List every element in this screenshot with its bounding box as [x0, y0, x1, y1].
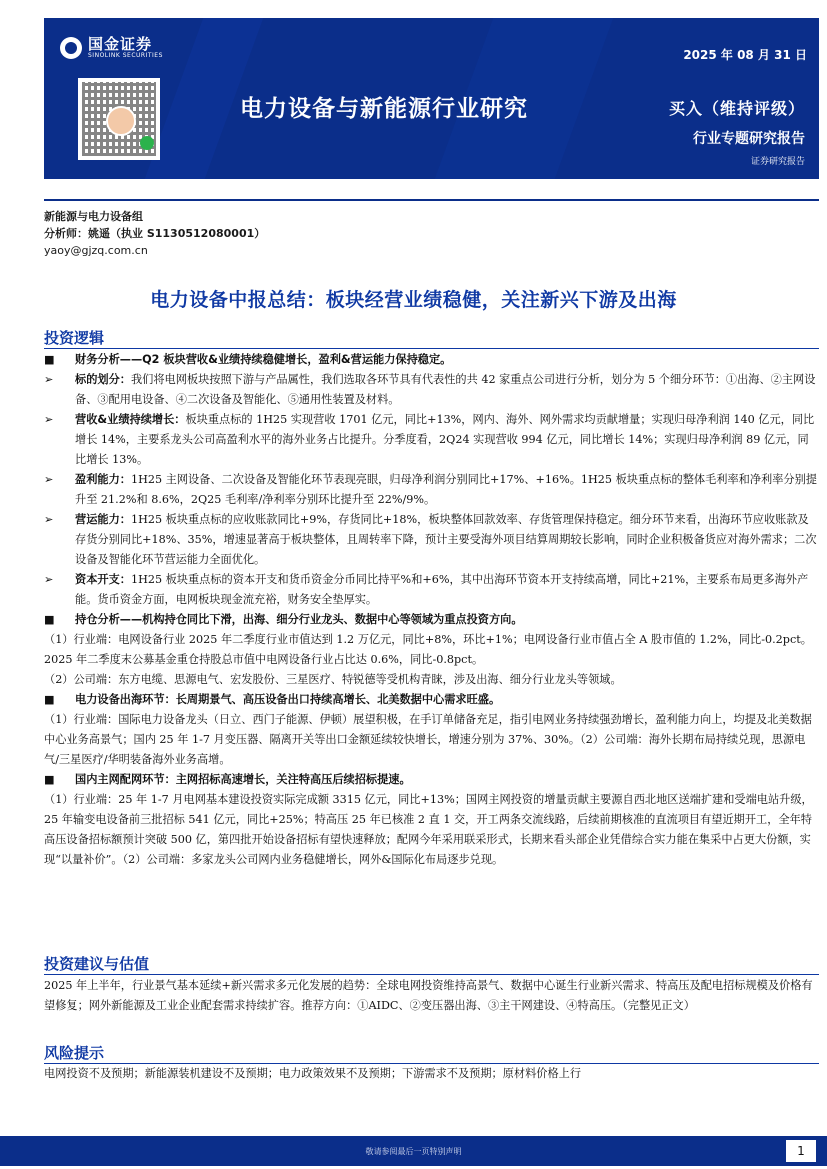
industry-title: 电力设备与新能源行业研究	[240, 96, 528, 122]
brand-logo	[60, 36, 163, 60]
section-title-advice: 投资建议与估值	[44, 955, 150, 973]
arrow-bullet-icon: ➢	[44, 373, 54, 386]
analyst-info	[44, 208, 265, 259]
page-title: 电力设备中报总结：板块经营业绩稳健，关注新兴下游及出海	[150, 289, 677, 311]
section-title-risk: 风险提示	[44, 1044, 105, 1062]
list-item: ➢ 营收&业绩持续增长：板块重点标的 1H25 实现营收 1701 亿元，同比+13%，网内、海外、网外需求均贡献增量；实现归母净利润 140 亿元，同比增长 14%，主要系龙头公司高盈利水平的海外业务占比提升。分季度看，2Q24 实现营收 994 亿元，同比增长 14%；实现归母净利润 89 亿元，同比增长 13%。	[44, 410, 819, 470]
list-item: ➢ 标的划分：我们将电网板块按照下游与产品属性，我们选取各环节具有代表性的共 42 家重点公司进行分析，划分为 5 个细分环节：①出海、②主网设备、③配用电设备、④二次设备及智能化、⑤通用性装置及材料。	[44, 370, 819, 410]
heading-holdings: ■ 持仓分析——机构持仓同比下滑，出海、细分行业龙头、数据中心等领域为重点投资方向。	[44, 610, 819, 630]
square-bullet-icon: ■	[44, 613, 55, 626]
square-bullet-icon: ■	[44, 353, 55, 366]
heading-financial: ■ 财务分析——Q2 板块营收&业绩持续稳健增长，盈利&营运能力保持稳定。	[44, 350, 819, 370]
logic-content	[44, 350, 819, 870]
section-divider	[44, 974, 819, 975]
paragraph: （1）行业端：国际电力设备龙头（日立、西门子能源、伊顿）展望积极，在手订单储备充足，指引电网业务持续强劲增长，盈利能力向上，均提及北美数据中心业务高景气；国内 25 年 1-7 月变压器、隔离开关等出口金额延续较快增长，增速分别为 37%、30%。（2）公司端：海外长期布局持续兑现，思源电气/三星医疗/华明装备海外业务高增。	[44, 713, 812, 766]
analyst-name: 分析师：姚遥（执业 S1130512080001）	[44, 227, 266, 240]
list-item: ➢ 资本开支：1H25 板块重点标的资本开支和货币资金分币同比持平%和+6%，其中出海环节资本开支持续高增，同比+21%，主要系布局更多海外产能。货币资金方面，电网板块现金流充裕，财务安全垫厚实。	[44, 570, 819, 610]
heading-overseas: ■ 电力设备出海环节：长周期景气、高压设备出口持续高增长、北美数据中心需求旺盛。	[44, 690, 819, 710]
brand-logo-icon	[60, 37, 82, 59]
paragraph: 电网投资不及预期；新能源装机建设不及预期；电力政策效果不及预期；下游需求不及预期；原材料价格上行	[44, 1067, 582, 1080]
list-item: ➢ 营运能力：1H25 板块重点标的应收账款同比+9%，存货同比+18%，板块整体回款效率、存货管理保持稳定。细分环节来看，出海环节应收账款及存货分别同比+18%、35%，增速显著高于板块整体，且周转率下降，预计主要受海外项目结算周期较长影响，同时企业积极备货应对海外需求；二次设备及智能化环节营运能力全面优化。	[44, 510, 819, 570]
arrow-bullet-icon: ➢	[44, 573, 54, 586]
wechat-icon	[140, 136, 154, 150]
risk-content	[44, 1064, 819, 1084]
qr-code-icon	[78, 78, 160, 160]
section-title-logic: 投资逻辑	[44, 329, 105, 347]
arrow-bullet-icon: ➢	[44, 513, 54, 526]
report-subtype: 证券研究报告	[750, 157, 805, 167]
report-type: 行业专题研究报告	[693, 131, 805, 147]
paragraph: 2025 年上半年，行业景气基本延续+新兴需求多元化发展的趋势：全球电网投资维持高景气、数据中心诞生行业新兴需求、特高压及配电招标规模及价格有望修复；网外新能源及工业企业配套需求持续扩容。推荐方向：①AIDC、②变压器出海、③主干网建设、④特高压。（完整见正文）	[44, 979, 813, 1012]
footer-disclaimer[interactable]: 敬请参阅最后一页特别声明	[365, 1147, 462, 1156]
paragraph: （2）公司端：东方电缆、思源电气、宏发股份、三星医疗、特锐德等受机构青睐，涉及出海、细分行业龙头等领域。	[44, 673, 622, 686]
brand-name: 国金证券	[88, 35, 153, 53]
team-name: 新能源与电力设备组	[44, 210, 143, 223]
list-item: ➢ 盈利能力：1H25 主网设备、二次设备及智能化环节表现亮眼，归母净利润分别同比+17%、+16%。1H25 板块重点标的整体毛利率和净利率分别提升至 21.2%和 8.6%，2Q25 毛利率/净利率分别环比提升至 22%/9%。	[44, 470, 819, 510]
advice-content	[44, 976, 819, 1016]
heading-domestic-grid: ■ 国内主网配网环节：主网招标高速增长，关注特高压后续招标提速。	[44, 770, 819, 790]
section-divider	[44, 348, 819, 349]
header-divider	[44, 199, 819, 201]
square-bullet-icon: ■	[44, 773, 55, 786]
page-number: 1	[786, 1140, 816, 1162]
report-date: 2025 年 08 月 31 日	[683, 48, 807, 62]
brand-name-en: SINOLINK SECURITIES	[88, 52, 163, 59]
square-bullet-icon: ■	[44, 693, 55, 706]
rating: 买入（维持评级）	[668, 99, 805, 118]
paragraph: （1）行业端：25 年 1-7 月电网基本建设投资实际完成额 3315 亿元，同比+13%；国网主网投资的增量贡献主要源自西北地区送端扩建和受端电站升级，25 年输变电设备前三批招标 541 亿元，同比+25%；特高压 25 年已核准 2 直 1 交，开工两条交流线路，后续前期核准的直流项目有望近期开工，全年特高压设备招标额预计突破 500 亿，第四批开始设备招标有望快速释放；配网今年采用联采形式，长期来看头部企业凭借综合实力能在集采中占更大份额，实现“以量补价”。（2）公司端：多家龙头公司网内业务稳健增长，网外&国际化布局逐步兑现。	[44, 793, 813, 866]
analyst-email[interactable]: yaoy@gjzq.com.cn	[44, 244, 148, 257]
arrow-bullet-icon: ➢	[44, 413, 54, 426]
arrow-bullet-icon: ➢	[44, 473, 54, 486]
avatar	[106, 106, 136, 136]
paragraph: （1）行业端：电网设备行业 2025 年二季度行业市值达到 1.2 万亿元，同比+8%，环比+1%；电网设备行业市值占全 A 股市值的 1.2%，同比-0.2pct。2025 年二季度末公募基金重仓持股总市值中电网设备行业占比达 0.6%，同比-0.8pct。	[44, 633, 812, 666]
